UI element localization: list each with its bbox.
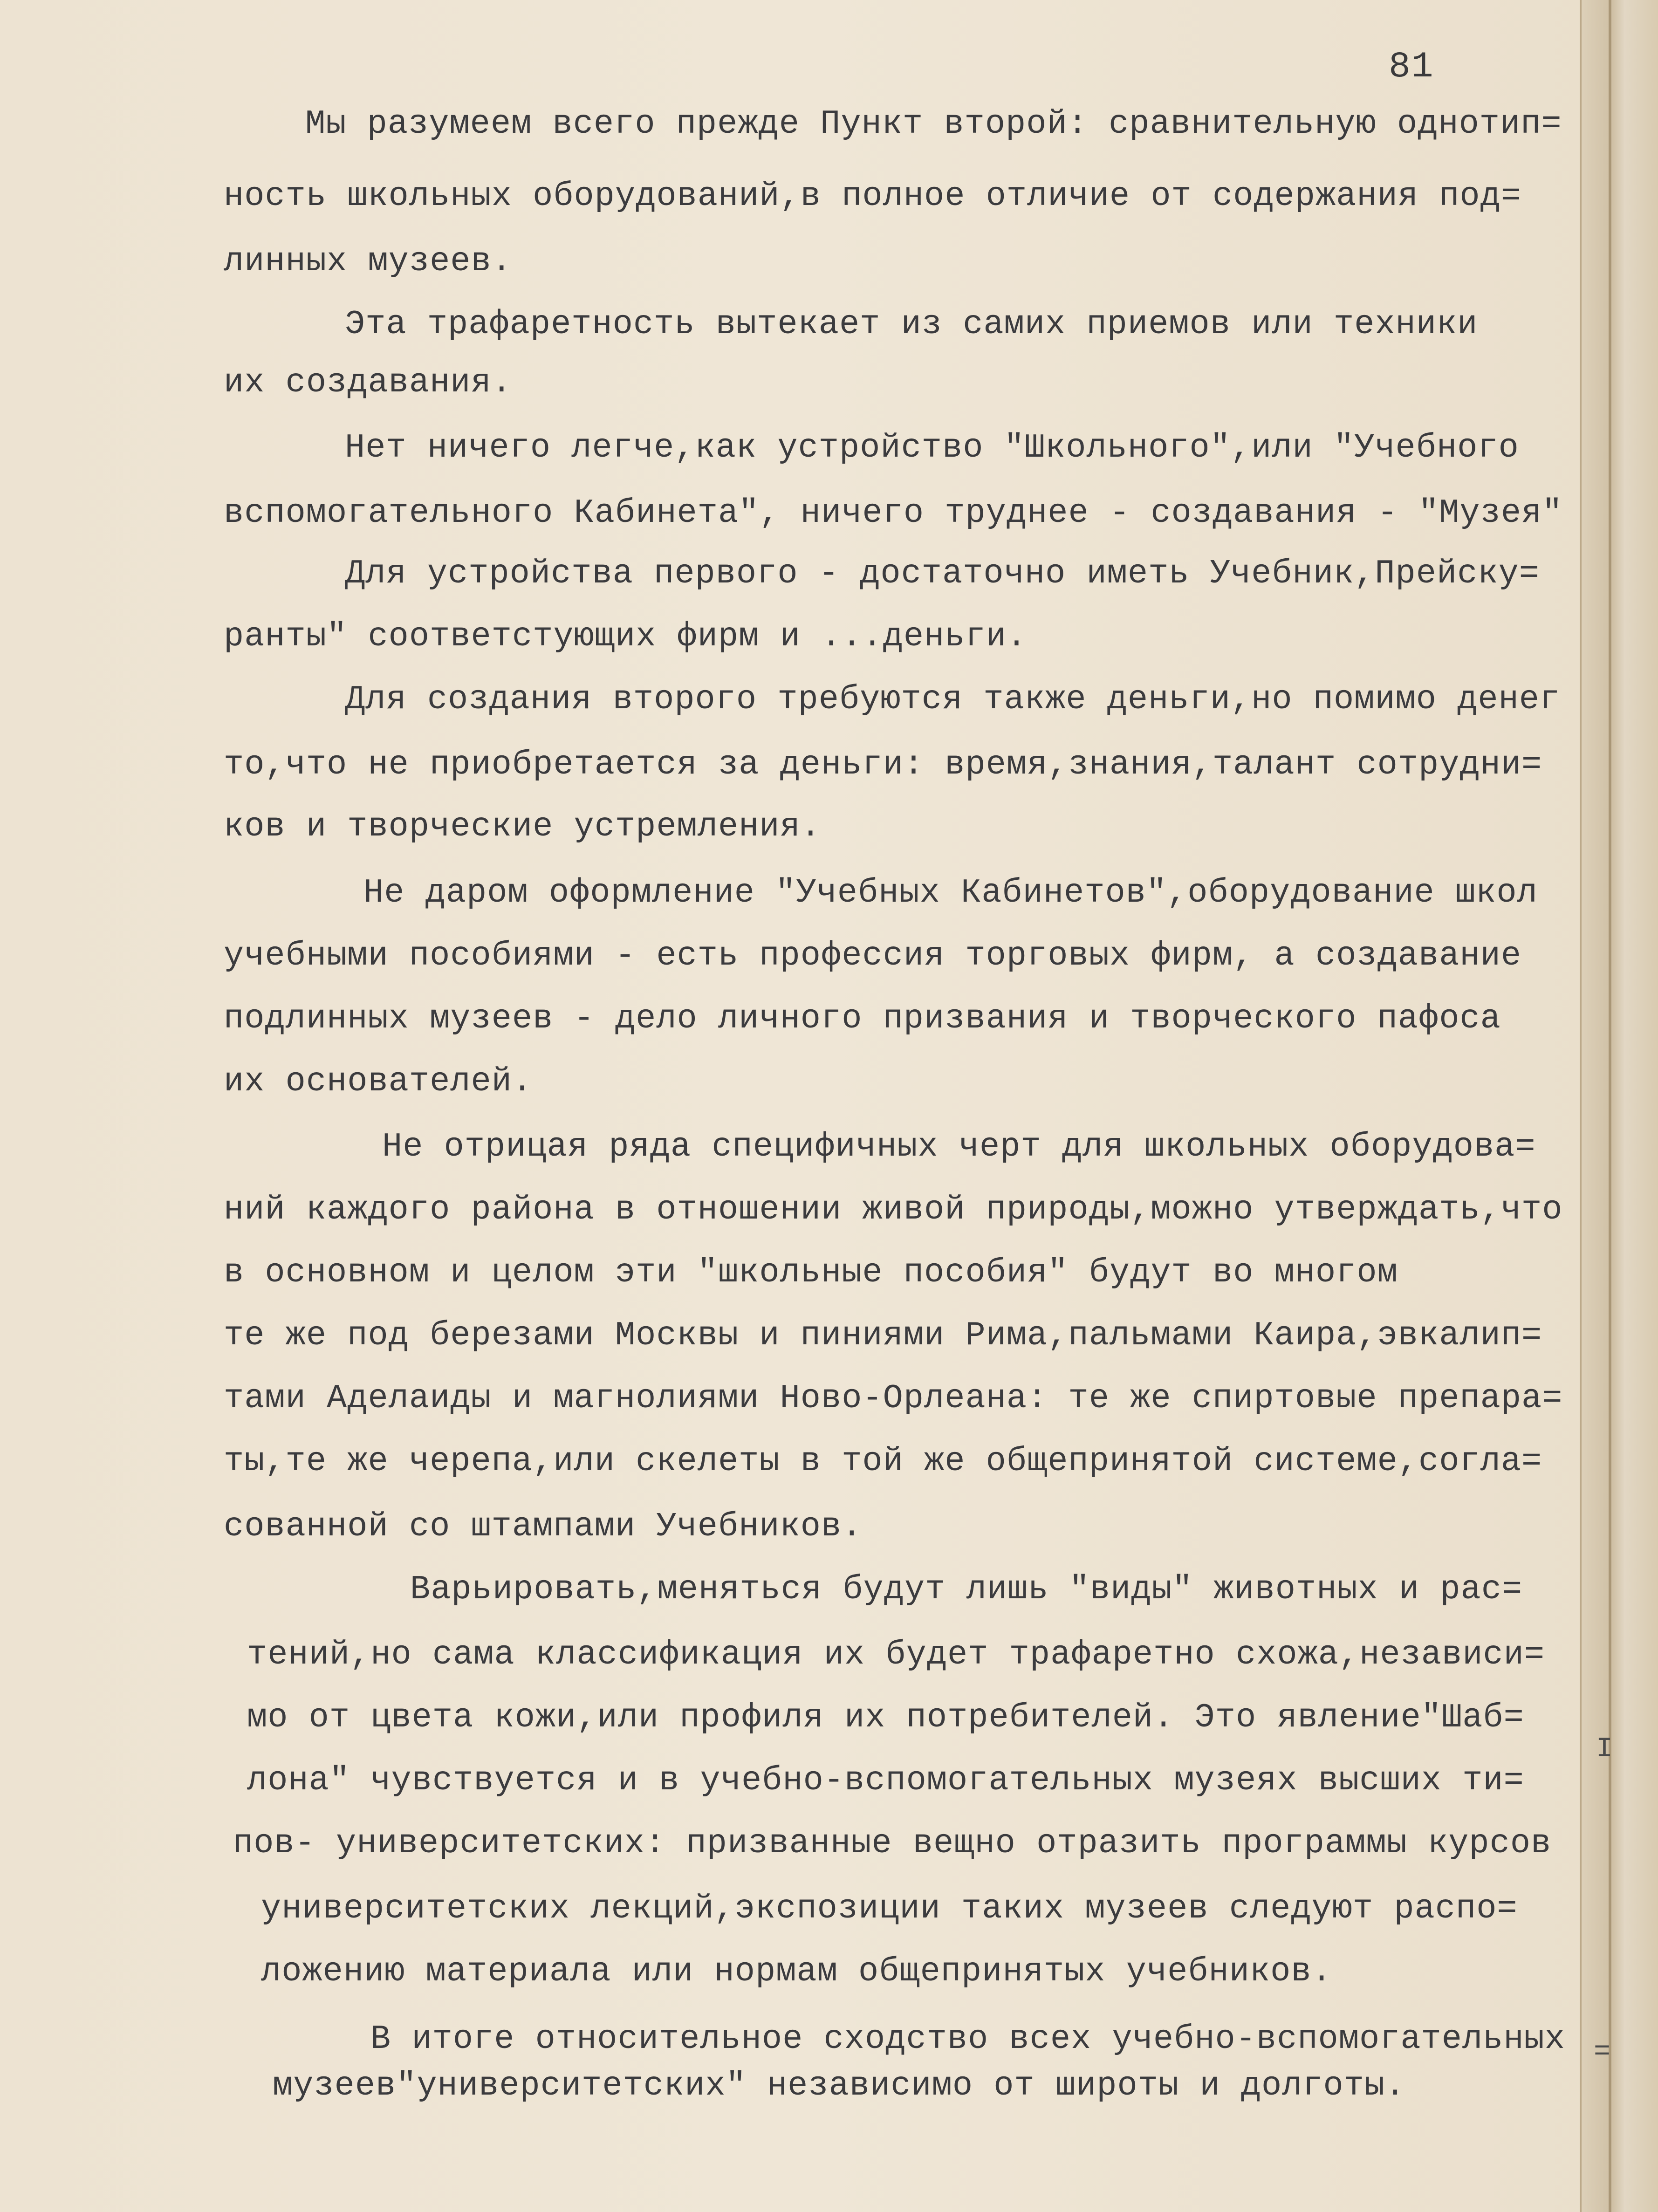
text-line: Мы разумеем всего прежде Пункт второй: сравнительную однотип= xyxy=(305,105,1562,143)
page-number: 81 xyxy=(1389,47,1434,88)
text-line: их основателей. xyxy=(224,1062,533,1101)
text-line: Не отрицая ряда специфичных черт для школьных оборудова= xyxy=(382,1128,1536,1166)
binding-line xyxy=(1609,0,1611,2212)
text-line: вспомогательного Кабинета", ничего труднее - создавания - "Музея" xyxy=(224,494,1563,532)
text-line: тений,но сама классификация их будет трафаретно схожа,независи= xyxy=(247,1636,1545,1674)
page-binding-edge xyxy=(1580,0,1658,2212)
text-line: Для создания второго требуются также деньги,но помимо денег xyxy=(345,680,1561,719)
text-line: Для устройства первого - достаточно иметь Учебник,Прейску= xyxy=(345,555,1540,593)
text-line: Не даром оформление "Учебных Кабинетов",оборудование школ xyxy=(363,874,1538,912)
text-line: пов- университетских: призванные вещно отразить программы курсов xyxy=(233,1824,1552,1863)
text-line: Нет ничего легче,как устройство "Школьного",или "Учебного xyxy=(345,429,1519,467)
text-line: В итоге относительное сходство всех учебно-вспомогательных xyxy=(370,2020,1566,2058)
text-line: ков и творческие устремления. xyxy=(224,808,822,846)
margin-mark: I xyxy=(1596,1733,1613,1765)
text-line: тами Аделаиды и магнолиями Ново-Орлеана: те же спиртовые препара= xyxy=(224,1379,1563,1418)
text-line: ты,те же черепа,или скелеты в той же общепринятой системе,согла= xyxy=(224,1442,1542,1480)
text-line: их создавания. xyxy=(224,363,512,402)
text-line: подлинных музеев - дело личного призвания и творческого пафоса xyxy=(224,1000,1501,1038)
margin-mark: = xyxy=(1594,2036,1611,2068)
text-line: Эта трафаретность вытекает из самих приемов или техники xyxy=(345,305,1478,343)
text-line: то,что не приобретается за деньги: время,знания,талант сотрудни= xyxy=(224,746,1542,784)
text-line: в основном и целом эти "школьные пособия" будут во многом xyxy=(224,1253,1398,1292)
text-line: ложению материала или нормам общепринятых учебников. xyxy=(261,1952,1332,1991)
text-line: линных музеев. xyxy=(224,242,512,281)
text-line: Варьировать,меняться будут лишь "виды" животных и рас= xyxy=(410,1570,1523,1609)
text-line: учебными пособиями - есть профессия торговых фирм, а создавание xyxy=(224,937,1522,975)
text-line: ность школьных оборудований,в полное отличие от содержания под= xyxy=(224,177,1522,215)
text-line: лона" чувствуется и в учебно-вспомогательных музеях высших ти= xyxy=(247,1761,1524,1800)
text-line: мо от цвета кожи,или профиля их потребителей. Это явление"Шаб= xyxy=(247,1698,1524,1737)
text-line: университетских лекций,экспозиции таких музеев следуют распо= xyxy=(261,1890,1518,1928)
text-line: сованной со штампами Учебников. xyxy=(224,1507,863,1546)
text-line: те же под березами Москвы и пиниями Рима,пальмами Каира,эвкалип= xyxy=(224,1316,1542,1355)
text-line: ний каждого района в отношении живой природы,можно утверждать,что xyxy=(224,1191,1563,1229)
text-line: музеев"университетских" независимо от широты и долготы. xyxy=(273,2067,1406,2105)
text-line: ранты" соответстующих фирм и ...деньги. xyxy=(224,617,1028,656)
